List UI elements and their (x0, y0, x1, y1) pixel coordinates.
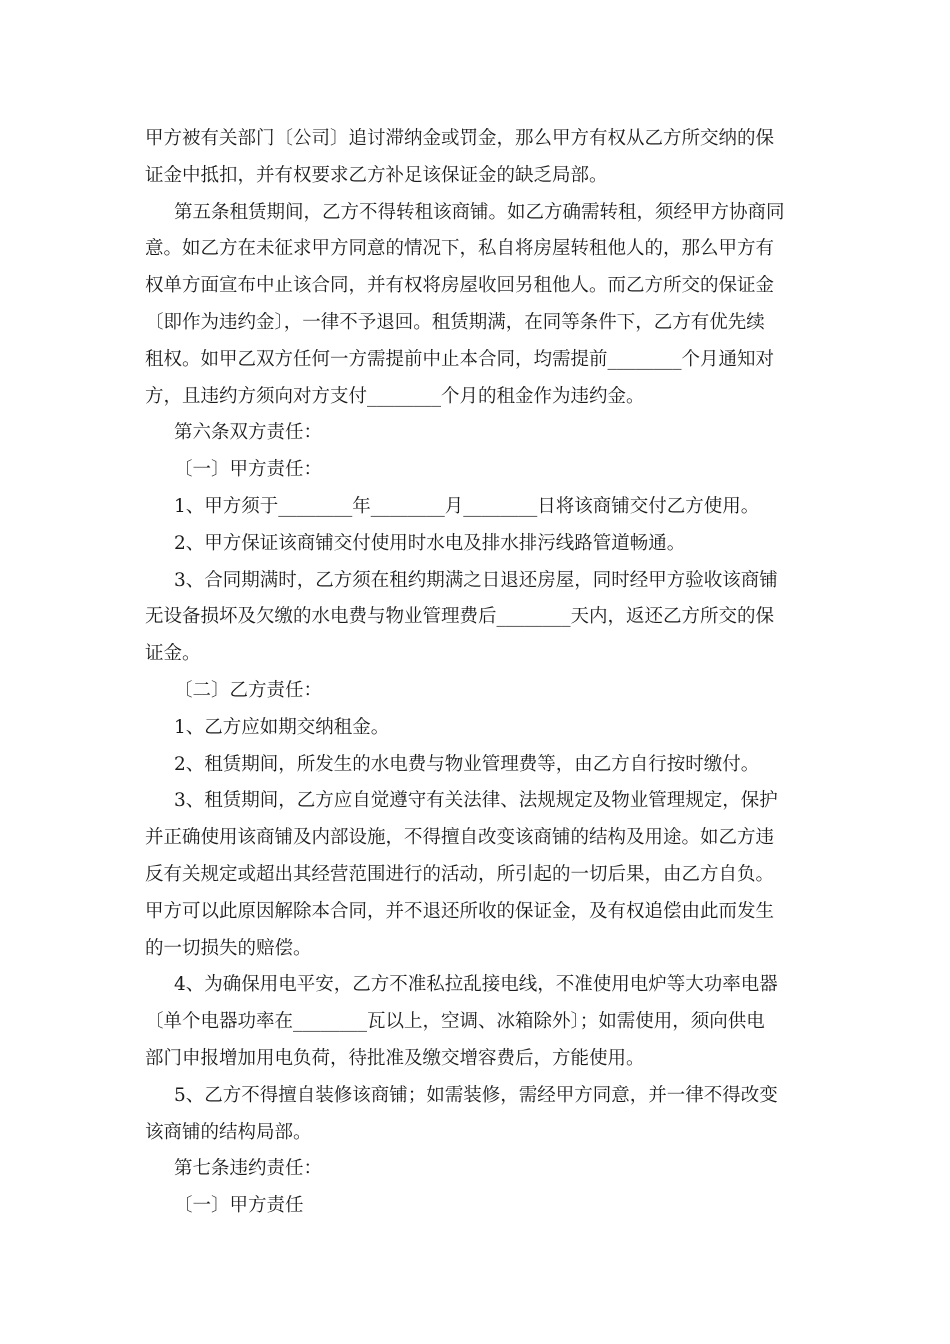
party-b-item-1 (145, 710, 805, 747)
article-5-sublease (145, 195, 805, 416)
party-a-item-1 (145, 489, 805, 526)
text-line: 甲方被有关部门〔公司〕追讨滞纳金或罚金，那么甲方有权从乙方所交纳的保 (145, 128, 775, 149)
text-line: 2、甲方保证该商铺交付使用时水电及排水排污线路管道畅通。 (174, 532, 686, 554)
party-b-item-3 (145, 783, 805, 967)
text-line: 权单方面宣布中止该合同，并有权将房屋收回另租他人。而乙方所交的保证金 (145, 275, 775, 297)
text-line: 的一切损失的赔偿。 (145, 937, 312, 959)
text-line: 3、租赁期间，乙方应自觉遵守有关法律、法规规定及物业管理规定，保护 (174, 790, 778, 812)
text-line: 5、乙方不得擅自装修该商铺；如需装修，需经甲方同意，并一律不得改变 (174, 1084, 778, 1106)
text-line: 证金。 (145, 643, 201, 665)
text-line: 并正确使用该商铺及内部设施，不得擅自改变该商铺的结构及用途。如乙方违 (145, 827, 775, 849)
text-line: 反有关规定或超出其经营范围进行的活动，所引起的一切后果，由乙方自负。 (145, 863, 775, 885)
party-a-item-2 (145, 526, 805, 563)
text-line: 方，且违约方须向对方支付________个月的租金作为违约金。 (145, 385, 645, 407)
party-b-item-4 (145, 967, 805, 1077)
article-6-heading (145, 415, 805, 452)
text-line: 〔一〕甲方责任： (174, 459, 323, 481)
text-line: 部门申报增加用电负荷，待批准及缴交增容费后，方能使用。 (145, 1047, 645, 1069)
paragraph-penalty-deduction (145, 121, 805, 195)
party-a-item-3 (145, 563, 805, 673)
text-line: 第七条违约责任： (174, 1158, 323, 1180)
text-line: 无设备损坏及欠缴的水电费与物业管理费后________天内，返还乙方所交的保 (145, 606, 775, 628)
party-b-item-2 (145, 747, 805, 784)
text-line: 2、租赁期间，所发生的水电费与物业管理费等，由乙方自行按时缴付。 (174, 753, 760, 775)
text-line: 意。如乙方在未征求甲方同意的情况下，私自将房屋转租他人的，那么甲方有 (145, 238, 775, 260)
party-b-responsibility-heading (145, 673, 805, 710)
text-line: 〔即作为违约金〕，一律不予退回。租赁期满，在同等条件下，乙方有优先续 (145, 311, 765, 333)
party-b-item-5 (145, 1078, 805, 1152)
document-page (145, 121, 805, 1225)
text-line: 1、乙方应如期交纳租金。 (174, 716, 390, 738)
text-line: 甲方可以此原因解除本合同，并不退还所收的保证金，及有权追偿由此而发生 (145, 900, 775, 922)
article-7-heading (145, 1151, 805, 1188)
text-line: 租权。如甲乙双方任何一方需提前中止本合同，均需提前________个月通知对 (145, 348, 775, 370)
text-line: 第五条租赁期间，乙方不得转租该商铺。如乙方确需转租，须经甲方协商同 (174, 201, 785, 223)
text-line: 证金中抵扣，并有权要求乙方补足该保证金的缺乏局部。 (145, 164, 608, 186)
party-a-responsibility-heading (145, 452, 805, 489)
article-7-party-a-heading (145, 1188, 805, 1225)
text-line: 3、合同期满时，乙方须在租约期满之日退还房屋，同时经甲方验收该商铺 (174, 569, 778, 591)
text-line: 该商铺的结构局部。 (145, 1121, 312, 1143)
text-line: 〔单个电器功率在________瓦以上，空调、冰箱除外〕；如需使用，须向供电 (145, 1011, 765, 1033)
text-line: 1、甲方须于________年________月________日将该商铺交付乙方使用。 (174, 495, 760, 517)
text-line: 第六条双方责任： (174, 422, 323, 444)
text-line: 4、为确保用电平安，乙方不准私拉乱接电线，不准使用电炉等大功率电器 (174, 974, 778, 996)
text-line: 〔一〕甲方责任 (174, 1195, 304, 1217)
text-line: 〔二〕乙方责任： (174, 679, 323, 701)
